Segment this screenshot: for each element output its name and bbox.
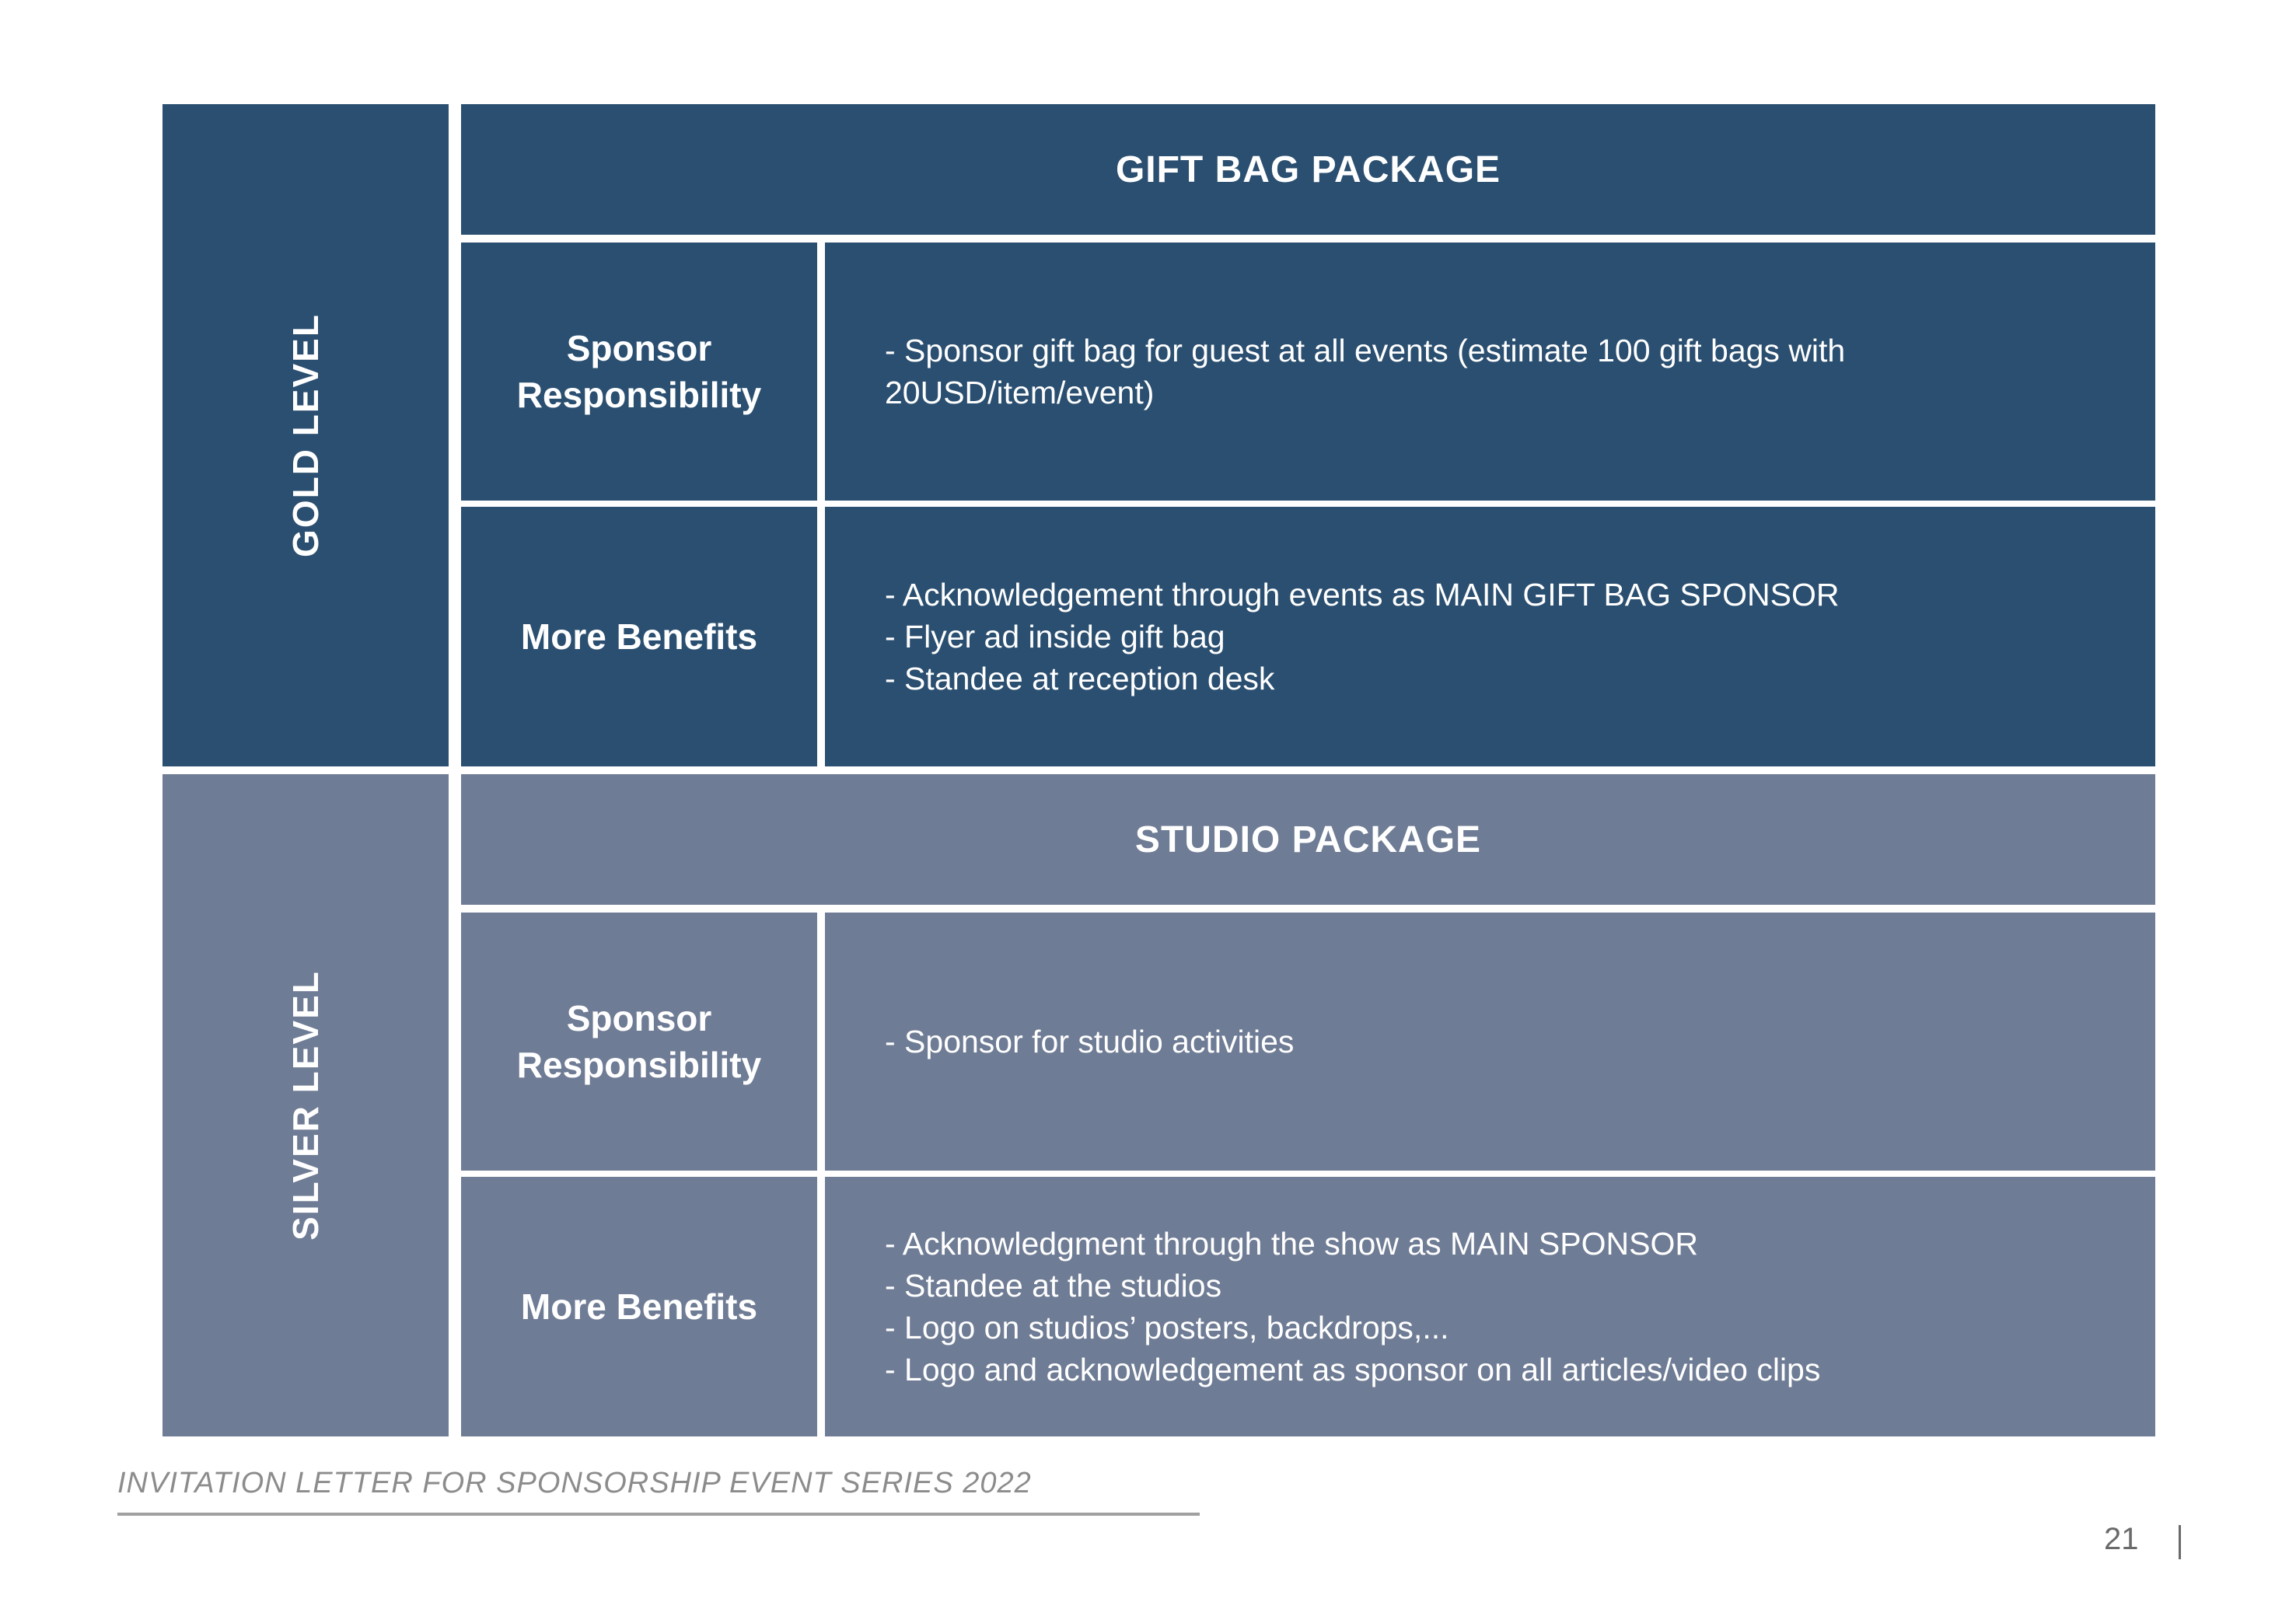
gold-responsibility-body [825, 243, 2155, 501]
list-item: - Acknowledgement through events as MAIN GIFT BAG SPONSOR [885, 577, 1840, 613]
list-item: - Acknowledgment through the show as MAIN SPONSOR [885, 1226, 1698, 1262]
list-item: - Sponsor for studio activities [885, 1024, 1295, 1059]
footer-caption: INVITATION LETTER FOR SPONSORSHIP EVENT SERIES 2022 [117, 1467, 1032, 1499]
gold-benefits-label: More Benefits [461, 507, 817, 766]
gold-responsibility-label: Sponsor Responsibility [461, 243, 817, 501]
silver-benefits-label: More Benefits [461, 1177, 817, 1436]
silver-level-section [163, 774, 2155, 1436]
list-item: - Sponsor gift bag for guest at all events (estimate 100 gift bags with 20USD/item/event) [885, 333, 1846, 410]
gold-benefits-row [461, 507, 2155, 766]
studio-package-header [461, 774, 2155, 905]
gold-benefits-body [825, 507, 2155, 766]
gold-benefits-list [825, 574, 2012, 700]
list-item: - Logo and acknowledgement as sponsor on all articles/video clips [885, 1352, 1821, 1387]
silver-benefits-row [461, 1177, 2155, 1436]
silver-level-label: SILVER LEVEL [285, 970, 326, 1241]
gift-bag-package-title: GIFT BAG PACKAGE [1115, 148, 1501, 190]
silver-responsibility-label: Sponsor Responsibility [461, 913, 817, 1171]
list-item: - Standee at reception desk [885, 661, 1275, 696]
silver-benefits-list [825, 1223, 2012, 1391]
silver-responsibility-list [825, 1021, 2012, 1063]
gold-level-label: GOLD LEVEL [285, 313, 326, 557]
gold-level-bar [163, 104, 449, 766]
list-item: - Flyer ad inside gift bag [885, 619, 1225, 654]
list-item: - Logo on studios’ posters, backdrops,... [885, 1310, 1449, 1346]
page-number-separator [2179, 1525, 2181, 1559]
gold-responsibility-list [825, 330, 2012, 414]
gift-bag-package-header [461, 104, 2155, 235]
silver-level-bar [163, 774, 449, 1436]
page-number: 21 [2104, 1522, 2139, 1556]
footer-divider [117, 1513, 1200, 1516]
silver-responsibility-body [825, 913, 2155, 1171]
studio-package-title: STUDIO PACKAGE [1134, 818, 1482, 860]
silver-responsibility-row [461, 913, 2155, 1171]
silver-benefits-body [825, 1177, 2155, 1436]
list-item: - Standee at the studios [885, 1268, 1222, 1304]
gold-level-section [163, 104, 2155, 766]
gold-responsibility-row [461, 243, 2155, 501]
